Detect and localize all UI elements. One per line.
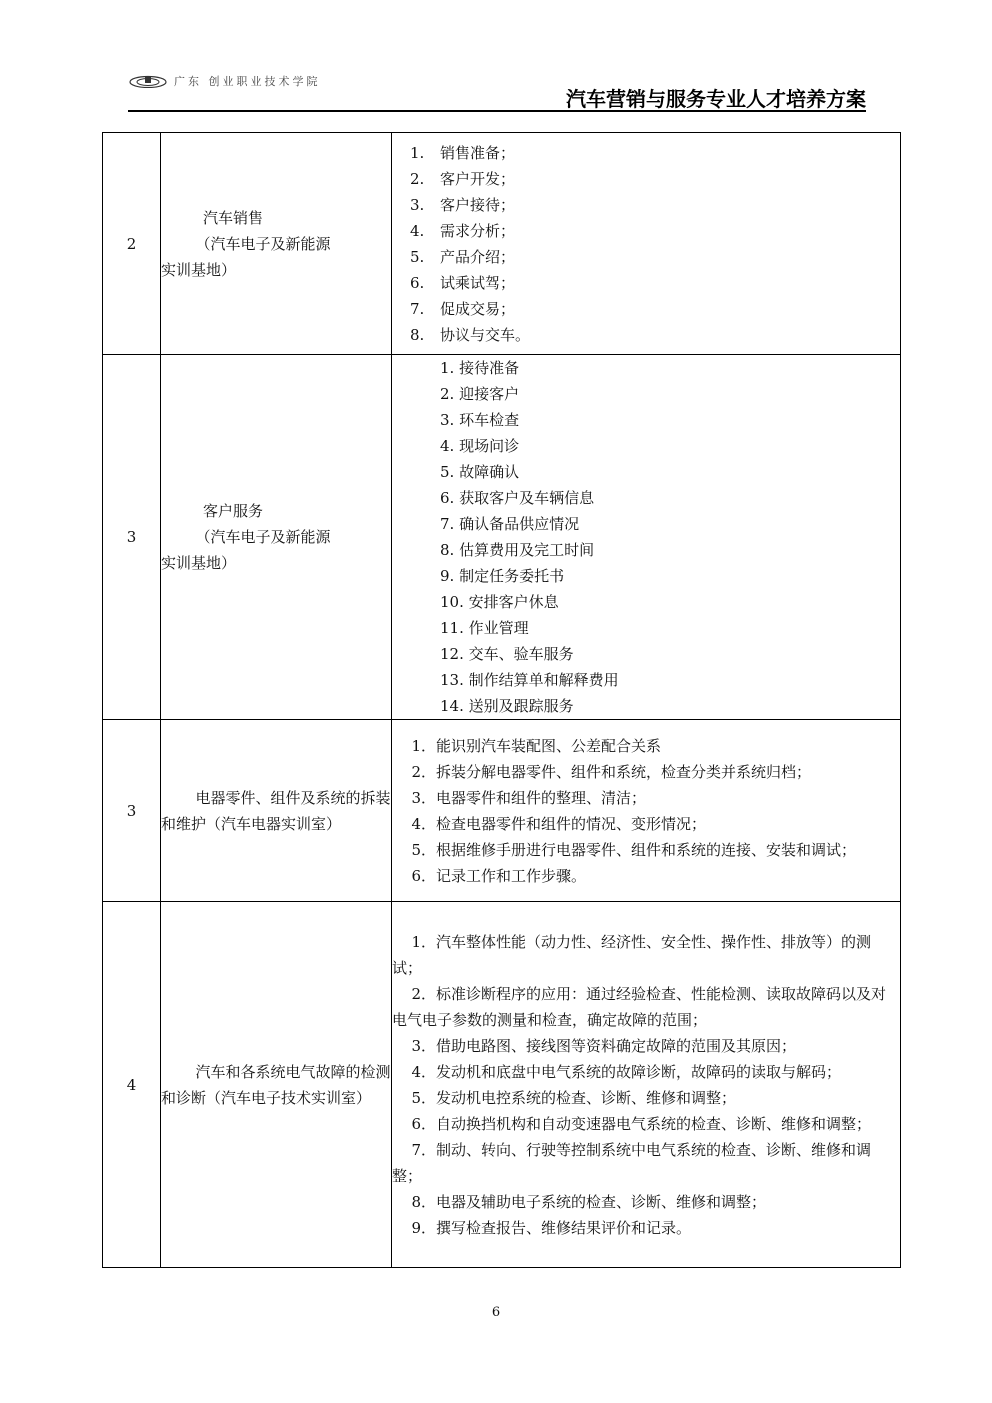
page-number: 6 (491, 1305, 501, 1320)
training-content (392, 720, 901, 902)
list-item: 5．发动机电控系统的检查、诊断、维修和调整； (411, 1088, 737, 1107)
table-row (103, 902, 901, 1268)
list-item: 4. 需求分析； (410, 221, 516, 240)
list-item: 6. 试乘试驾； (410, 273, 516, 292)
name-text: 电器零件、组件及系统的拆装和维护（汽车电器实训室） (161, 788, 391, 833)
list-item: 5．根据维修手册进行电器零件、组件和系统的连接、安装和调试； (411, 840, 857, 859)
list-item: 3．借助电路图、接线图等资料确定故障的范围及其原因； (411, 1036, 797, 1055)
list-item: 2. 迎接客户 (440, 385, 520, 403)
list-item: 4．发动机和底盘中电气系统的故障诊断，故障码的读取与解码； (411, 1062, 842, 1081)
training-content (392, 133, 901, 355)
list-item: 1. 销售准备； (410, 143, 516, 162)
list-item: 3．电器零件和组件的整理、清洁； (411, 788, 647, 807)
list-item: 2．拆装分解电器零件、组件和系统，检查分类并系统归档； (411, 762, 812, 781)
list-item: 6．记录工作和工作步骤。 (411, 866, 587, 885)
list-item: 8. 估算费用及完工时间 (440, 541, 595, 559)
list-item: 10. 安排客户休息 (440, 593, 559, 611)
row-number: 4 (103, 902, 161, 1268)
list-item: 1. 接待准备 (440, 359, 520, 377)
name-text: 汽车和各系统电气故障的检测和诊断（汽车电子技术实训室） (161, 1062, 391, 1107)
row-number: 3 (103, 720, 161, 902)
list-item: 2. 客户开发； (410, 169, 516, 188)
list-item: 11. 作业管理 (440, 619, 529, 637)
list-item: 1．能识别汽车装配图、公差配合关系 (411, 736, 662, 755)
school-logo-icon (128, 74, 168, 88)
row-number: 2 (103, 133, 161, 355)
logo-text: 广东 创业职业技术学院 (174, 75, 321, 88)
list-item: 6. 获取客户及车辆信息 (440, 489, 595, 507)
training-item-name (161, 133, 392, 355)
list-item: 7. 确认备品供应情况 (440, 515, 580, 533)
list-item: 8. 协议与交车。 (410, 325, 531, 344)
list-item: 13. 制作结算单和解释费用 (440, 671, 619, 689)
row-number: 3 (103, 355, 161, 720)
training-item-name (161, 902, 392, 1268)
name-line: 汽车销售 (203, 208, 264, 227)
training-content (392, 355, 901, 720)
table-row (103, 355, 901, 720)
list-item: 7．制动、转向、行驶等控制系统中电气系统的检查、诊断、维修和调整； (392, 1140, 872, 1185)
table-row (103, 720, 901, 902)
list-item: 5. 故障确认 (440, 463, 520, 481)
list-item: 8．电器及辅助电子系统的检查、诊断、维修和调整； (411, 1192, 767, 1211)
name-line: 客户服务 (203, 502, 264, 520)
name-line: （汽车电子及新能源 (195, 234, 331, 253)
document-title: 汽车营销与服务专业人才培养方案 (566, 87, 866, 111)
name-line: 实训基地） (161, 260, 237, 279)
list-item: 12. 交车、验车服务 (440, 645, 574, 663)
page-header (128, 70, 866, 112)
list-item: 3. 环车检查 (440, 411, 520, 429)
list-item: 9．撰写检查报告、维修结果评价和记录。 (411, 1218, 692, 1237)
name-line: 实训基地） (161, 554, 237, 572)
list-item: 4．检查电器零件和组件的情况、变形情况； (411, 814, 707, 833)
list-item: 2．标准诊断程序的应用：通过经验检查、性能检测、读取故障码以及对电气电子参数的测量和检查，确定故障的范围； (392, 984, 887, 1029)
list-item: 5. 产品介绍； (410, 247, 516, 266)
list-item: 7. 促成交易； (410, 299, 516, 318)
list-item: 4. 现场问诊 (440, 437, 520, 455)
training-item-name (161, 720, 392, 902)
list-item: 9. 制定任务委托书 (440, 567, 565, 585)
table-row (103, 133, 901, 355)
training-item-name (161, 355, 392, 720)
training-content (392, 902, 901, 1268)
list-item: 14. 送别及跟踪服务 (440, 697, 574, 715)
list-item: 1．汽车整体性能（动力性、经济性、安全性、操作性、排放等）的测试； (392, 932, 872, 977)
header-rule (128, 110, 866, 112)
list-item: 3. 客户接待； (410, 195, 516, 214)
list-item: 6．自动换挡机构和自动变速器电气系统的检查、诊断、维修和调整； (411, 1114, 872, 1133)
training-table (102, 132, 901, 1268)
name-line: （汽车电子及新能源 (195, 528, 331, 546)
